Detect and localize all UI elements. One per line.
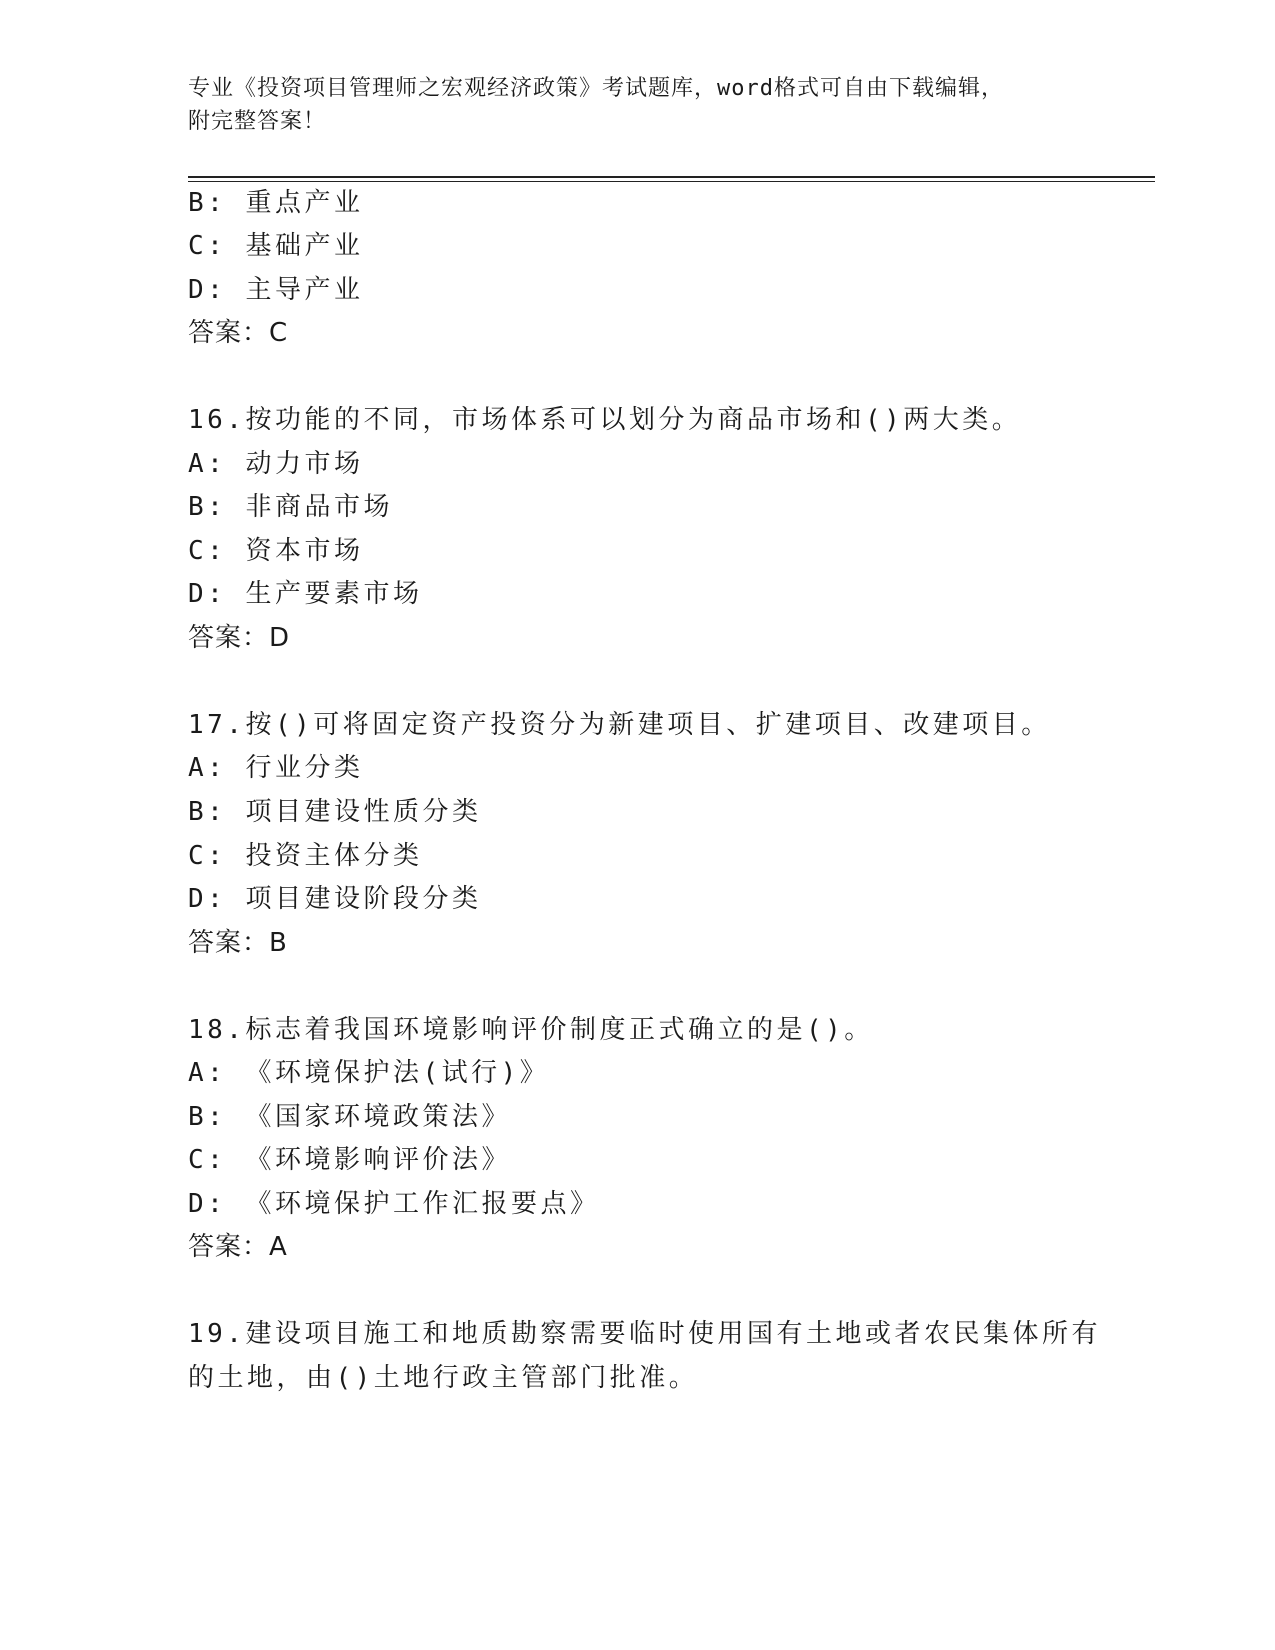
prev-option-b: B: 重点产业 (188, 188, 364, 218)
question-18-answer: 答案：A (188, 1232, 288, 1262)
question-17-option-a: A: 行业分类 (188, 753, 364, 783)
question-17-text: 17.按()可将固定资产投资分为新建项目、扩建项目、改建项目。 (188, 710, 1051, 740)
question-17-option-c: C: 投资主体分类 (188, 841, 423, 871)
question-16-option-c: C: 资本市场 (188, 536, 364, 566)
question-17-answer: 答案：B (188, 928, 288, 958)
prev-answer: 答案：C (188, 318, 289, 348)
question-19-text-line-2: 的土地，由()土地行政主管部门批准。 (188, 1363, 699, 1393)
document-header (188, 72, 1088, 138)
header-divider-thin (188, 181, 1155, 182)
question-18-option-b: B: 《国家环境政策法》 (188, 1102, 511, 1132)
question-17-option-b: B: 项目建设性质分类 (188, 797, 482, 827)
question-16-option-b: B: 非商品市场 (188, 492, 393, 522)
prev-option-c: C: 基础产业 (188, 231, 364, 261)
question-17-option-d: D: 项目建设阶段分类 (188, 884, 482, 914)
question-16-answer: 答案：D (188, 623, 291, 653)
question-18-option-c: C: 《环境影响评价法》 (188, 1145, 511, 1175)
prev-option-d: D: 主导产业 (188, 275, 364, 305)
question-18-option-a: A: 《环境保护法(试行)》 (188, 1058, 550, 1088)
question-16-text: 16.按功能的不同，市场体系可以划分为商品市场和()两大类。 (188, 405, 1022, 435)
question-16-option-a: A: 动力市场 (188, 449, 364, 479)
header-line-1: 专业《投资项目管理师之宏观经济政策》考试题库，word格式可自由下载编辑， (188, 76, 1004, 101)
header-line-2: 附完整答案！ (188, 109, 327, 134)
question-18-option-d: D: 《环境保护工作汇报要点》 (188, 1189, 600, 1219)
header-divider-thick (188, 176, 1155, 178)
question-18-text: 18.标志着我国环境影响评价制度正式确立的是()。 (188, 1015, 874, 1045)
question-19-text-line-1: 19.建设项目施工和地质勘察需要临时使用国有土地或者农民集体所有 (188, 1319, 1101, 1349)
question-16-option-d: D: 生产要素市场 (188, 579, 423, 609)
